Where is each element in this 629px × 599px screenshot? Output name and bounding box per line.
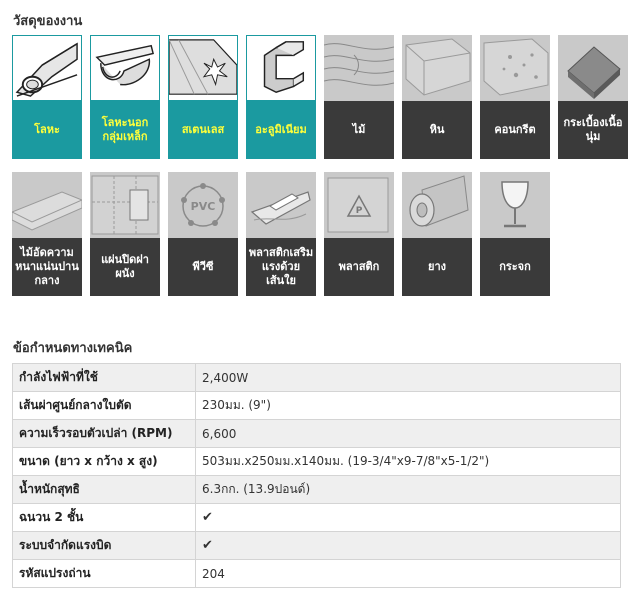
mdf-board-icon xyxy=(12,172,82,238)
materials-grid xyxy=(12,35,628,296)
table-row xyxy=(13,392,621,420)
spec-value: 503มม.x250มม.x140มม. (19-3/4"x9-7/8"x5-1/2") xyxy=(196,448,621,476)
material-tile-nonferrous xyxy=(90,35,160,159)
material-label: กระจก xyxy=(480,238,550,296)
material-label: หิน xyxy=(402,101,472,159)
table-row xyxy=(13,532,621,560)
material-label: อะลูมิเนียม xyxy=(247,101,315,158)
table-row xyxy=(13,420,621,448)
spec-key: กำลังไฟฟ้าที่ใช้ xyxy=(13,364,196,392)
material-tile-concrete xyxy=(480,35,550,159)
material-tile-plastic xyxy=(324,172,394,296)
table-row xyxy=(13,448,621,476)
stainless-spark-icon xyxy=(169,36,237,101)
spec-key: ความเร็วรอบตัวเปล่า (RPM) xyxy=(13,420,196,448)
wood-icon xyxy=(324,35,394,101)
material-label: พลาสติก xyxy=(324,238,394,296)
spec-value: 2,400W xyxy=(196,364,621,392)
material-tile-stainless xyxy=(168,35,238,159)
spec-key: รหัสแปรงถ่าน xyxy=(13,560,196,588)
material-tile-metal xyxy=(12,35,82,159)
spec-key: ขนาด (ยาว x กว้าง x สูง) xyxy=(13,448,196,476)
material-tile-stone xyxy=(402,35,472,159)
spec-key: น้ำหนักสุทธิ xyxy=(13,476,196,504)
material-tile-rubber xyxy=(402,172,472,296)
material-label: โลหะนอกกลุ่มเหล็ก xyxy=(91,101,159,158)
soft-tile-icon xyxy=(558,35,628,101)
material-tile-pvc xyxy=(168,172,238,296)
stone-icon xyxy=(402,35,472,101)
concrete-icon xyxy=(480,35,550,101)
table-row xyxy=(13,476,621,504)
glass-icon xyxy=(480,172,550,238)
material-label: สเตนเลส xyxy=(169,101,237,158)
check-icon: ✔ xyxy=(196,532,621,560)
table-row xyxy=(13,560,621,588)
materials-row-1 xyxy=(12,35,628,159)
material-label: กระเบื้องเนื้อนุ่ม xyxy=(558,101,628,159)
material-tile-soft-tile xyxy=(558,35,628,159)
drywall-icon xyxy=(90,172,160,238)
spec-value: 230มม. (9") xyxy=(196,392,621,420)
specs-table xyxy=(12,363,621,588)
metal-pipe-icon xyxy=(13,36,81,101)
materials-row-2 xyxy=(12,172,628,296)
spec-key: ฉนวน 2 ชั้น xyxy=(13,504,196,532)
material-tile-glass xyxy=(480,172,550,296)
gutter-icon xyxy=(91,36,159,101)
material-tile-drywall xyxy=(90,172,160,296)
spec-value: 6.3กก. (13.9ปอนด์) xyxy=(196,476,621,504)
material-tile-mdf xyxy=(12,172,82,296)
specs-title: ข้อกำหนดทางเทคนิค xyxy=(13,341,133,356)
material-label: คอนกรีต xyxy=(480,101,550,159)
check-icon: ✔ xyxy=(196,504,621,532)
material-label: พีวีซี xyxy=(168,238,238,296)
pvc-text: PVC xyxy=(190,200,216,213)
spec-key: เส้นผ่าศูนย์กลางใบตัด xyxy=(13,392,196,420)
material-label: พลาสติกเสริมแรงด้วยเส้นใย xyxy=(246,238,316,296)
table-row xyxy=(13,504,621,532)
spec-value: 204 xyxy=(196,560,621,588)
material-label: ไม้อัดความหนาแน่นปานกลาง xyxy=(12,238,82,296)
spec-value: 6,600 xyxy=(196,420,621,448)
table-row xyxy=(13,364,621,392)
recycle-text: P xyxy=(355,206,363,216)
material-label: ไม้ xyxy=(324,101,394,159)
material-label: แผ่นปิดฝาผนัง xyxy=(90,238,160,296)
material-label: ยาง xyxy=(402,238,472,296)
material-tile-aluminium xyxy=(246,35,316,159)
rubber-roll-icon xyxy=(402,172,472,238)
pvc-icon xyxy=(168,172,238,238)
material-tile-frp xyxy=(246,172,316,296)
plastic-recycle-icon xyxy=(324,172,394,238)
boat-icon xyxy=(246,172,316,238)
materials-title: วัสดุของงาน xyxy=(13,14,83,29)
aluminium-profile-icon xyxy=(247,36,315,101)
material-tile-wood xyxy=(324,35,394,159)
material-label: โลหะ xyxy=(13,101,81,158)
spec-key: ระบบจำกัดแรงบิด xyxy=(13,532,196,560)
